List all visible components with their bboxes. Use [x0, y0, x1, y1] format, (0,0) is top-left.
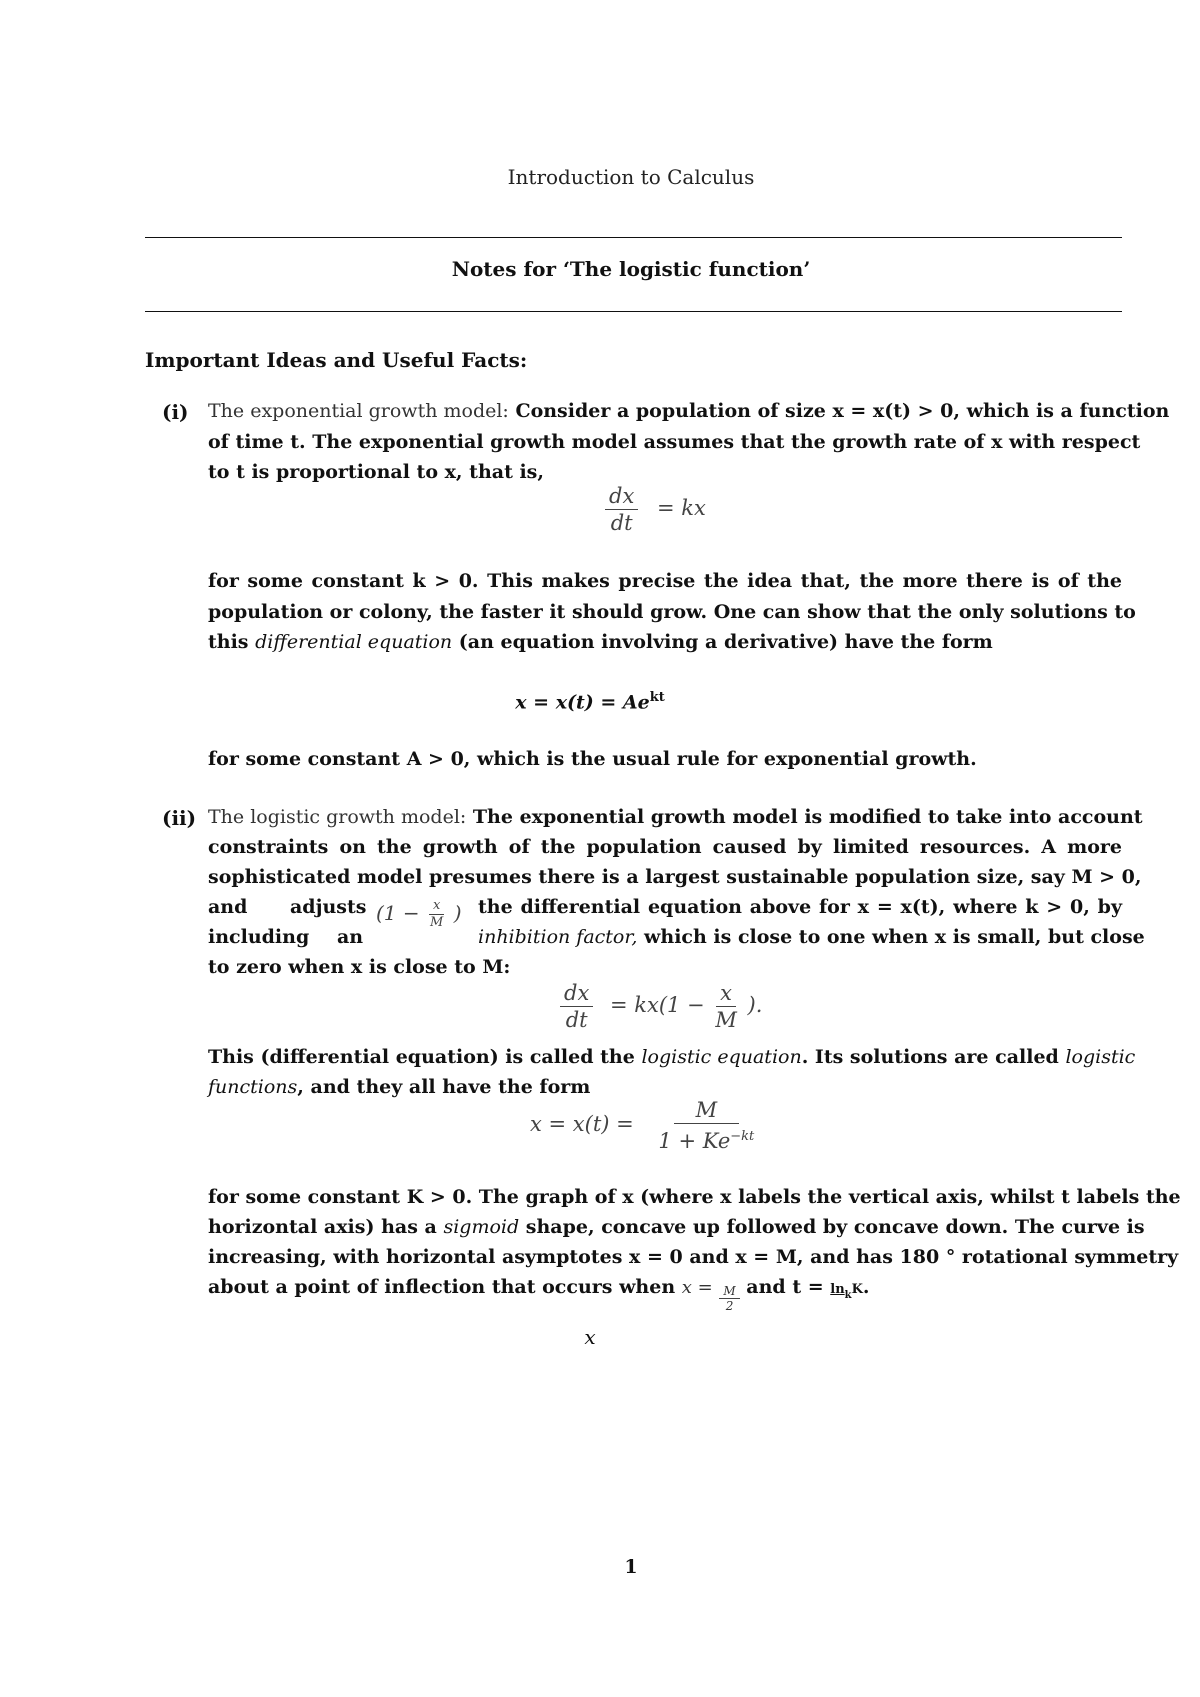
item2-line5-including: including	[208, 926, 310, 948]
equation-logistic-solution	[530, 1097, 758, 1154]
eq3-inner-numerator: x	[716, 980, 736, 1007]
item1-para2-line2: population or colony, the faster it should grow. One can show that the only solutions to	[208, 601, 1136, 623]
item2-line2: constraints on the growth of the population caused by limited resources. A more	[208, 836, 1122, 858]
inhib-open: (1 −	[376, 901, 420, 925]
item1-label: The exponential growth model:	[208, 400, 509, 422]
eq4-denominator	[654, 1124, 758, 1154]
item1-line2: of time t. The exponential growth model assumes that the growth rate of x with respect	[208, 431, 1141, 453]
equation-exponential-solution	[0, 690, 1180, 713]
eq1-fraction	[605, 483, 638, 536]
stray-x-label: x	[584, 1325, 596, 1349]
eq3-denominator: dt	[565, 1008, 588, 1032]
para-b-line2-b: shape, concave up followed by concave down. The curve is	[525, 1216, 1145, 1238]
eq3-inner-fraction	[711, 980, 741, 1033]
equation-exponential-ode	[605, 483, 706, 536]
item2-line1-text: The exponential growth model is modified to take into account	[472, 806, 1143, 828]
section-heading: Important Ideas and Useful Facts:	[145, 348, 528, 372]
inflection-numerator: M	[719, 1284, 739, 1299]
eq4-denominator-base: 1 + Ke	[658, 1129, 731, 1153]
eq1-denominator: dt	[610, 511, 633, 535]
item2-para-a-line2	[208, 1076, 1122, 1098]
inflection-period: .	[862, 1276, 870, 1298]
bottom-rule	[145, 311, 1122, 312]
inhib-fraction	[426, 898, 447, 931]
item2-para-b-line2	[208, 1216, 1145, 1238]
para-a-line1-b: . Its solutions are called	[801, 1046, 1059, 1068]
term-differential-equation: differential equation	[255, 631, 453, 653]
item1-para2-line1: for some constant k > 0. This makes precise the idea that, the more there is of the	[208, 570, 1122, 592]
para-b-line4-b: and t =	[746, 1276, 824, 1298]
page-number: 1	[624, 1556, 638, 1578]
eq3-inner-denominator: M	[715, 1008, 737, 1032]
inflection-fraction	[719, 1284, 739, 1313]
eq3-numerator: dx	[560, 980, 593, 1007]
item2-para-a-line1	[208, 1046, 1136, 1068]
top-rule	[145, 237, 1122, 238]
inflection-ln-subscript: k	[844, 1289, 852, 1301]
item-marker-i: (i)	[162, 400, 189, 424]
item-marker-ii: (ii)	[162, 806, 197, 830]
inflection-ln: ln	[830, 1282, 845, 1297]
para-a-line1-a: This (differential equation) is called the	[208, 1046, 635, 1068]
term-logistic: logistic	[1065, 1046, 1136, 1068]
item2-line4-rest: the differential equation above for x = x(t), where k > 0, by	[478, 896, 1122, 918]
item2-line5-rest	[478, 926, 1145, 948]
inhib-denominator: M	[430, 915, 444, 930]
eq1-numerator: dx	[605, 483, 638, 510]
inhib-numerator: x	[429, 898, 444, 915]
inhib-close: )	[453, 901, 462, 925]
item2-line6: to zero when x is close to M:	[208, 956, 511, 978]
course-title: Introduction to Calculus	[507, 165, 755, 189]
item1-line3: to t is proportional to x, that is,	[208, 461, 544, 483]
item2-line1	[208, 806, 1143, 828]
item1-line1	[208, 400, 1170, 422]
item1-para2-line3-a: this	[208, 631, 249, 653]
term-inhibition-factor: inhibition factor,	[478, 926, 638, 948]
notes-title: Notes for ‘The logistic function’	[451, 257, 811, 281]
item1-para2-line3	[208, 631, 1122, 653]
eq3-close: ).	[747, 993, 763, 1017]
para-b-line4-a: about a point of inflection that occurs when	[208, 1276, 676, 1298]
inflection-denominator: 2	[725, 1299, 734, 1313]
item2-line3: sophisticated model presumes there is a largest sustainable population size, say M > 0,	[208, 866, 1142, 888]
term-functions: functions	[208, 1076, 298, 1098]
equation-logistic-ode	[560, 980, 762, 1033]
item2-para-b-line3: increasing, with horizontal asymptotes x = 0 and x = M, and has 180 ° rotational symmetry	[208, 1246, 1179, 1268]
eq2-exponent: kt	[649, 690, 665, 705]
item1-line1-text: Consider a population of size x = x(t) > 0, which is a function	[515, 400, 1170, 422]
inflection-K: K	[851, 1282, 863, 1297]
para-a-line2-b: , and they all have the form	[297, 1076, 591, 1098]
eq3-mid: = kx(1 −	[609, 993, 705, 1017]
inhibition-factor-expression	[376, 898, 462, 931]
term-logistic-equation: logistic equation	[641, 1046, 802, 1068]
item2-para-b-line1: for some constant K > 0. The graph of x (where x labels the vertical axis, whilst t labels the	[208, 1186, 1181, 1208]
item2-line5-an: an	[337, 926, 364, 948]
eq4-numerator: M	[674, 1097, 740, 1124]
eq1-rhs: = kx	[656, 496, 706, 520]
item1-para3: for some constant A > 0, which is the usual rule for exponential growth.	[208, 748, 977, 770]
item1-para2-line3-b: (an equation involving a derivative) have the form	[458, 631, 993, 653]
item2-para-b-line4	[208, 1276, 1122, 1313]
item2-label: The logistic growth model:	[208, 806, 467, 828]
item2-line4-and: and	[208, 896, 248, 918]
eq4-lhs: x = x(t) =	[530, 1112, 634, 1136]
term-sigmoid: sigmoid	[443, 1216, 520, 1238]
eq2-lhs: x = x(t) = Ae	[515, 691, 650, 714]
eq4-fraction	[654, 1097, 758, 1154]
eq3-fraction	[560, 980, 593, 1033]
inflection-x: x =	[681, 1277, 713, 1298]
item2-line5-c: which is close to one when x is small, but close	[644, 926, 1145, 948]
eq4-exponent: −kt	[730, 1129, 755, 1144]
para-b-line2-a: horizontal axis) has a	[208, 1216, 437, 1238]
item2-line4-adjusts: adjusts	[290, 896, 367, 918]
